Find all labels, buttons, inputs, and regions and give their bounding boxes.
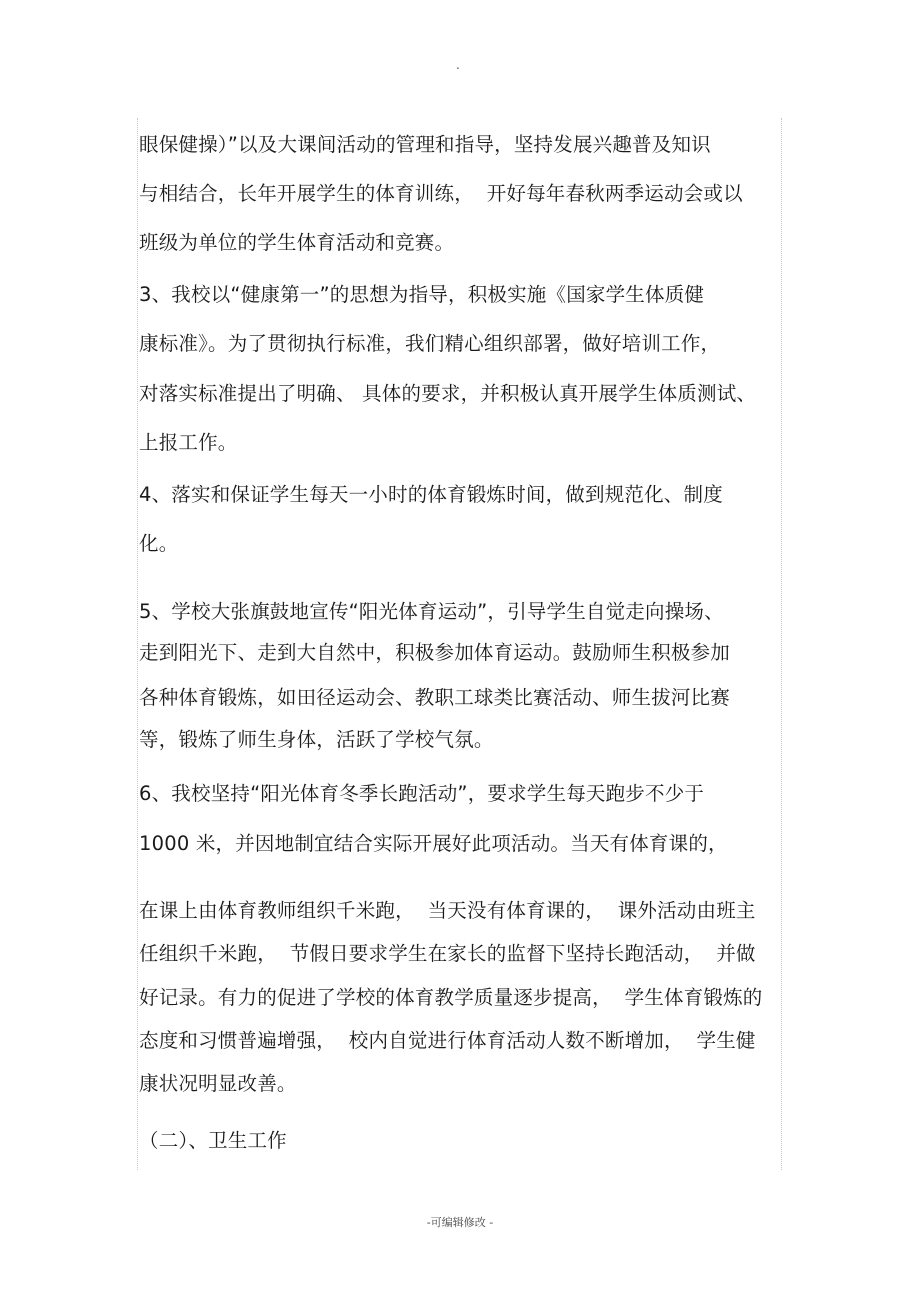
header-mark: . — [456, 58, 460, 72]
page-frame-left — [137, 118, 138, 1170]
text-line: 对落实标准提出了明确、 具体的要求，并积极认真开展学生体质测试、 — [139, 382, 757, 405]
text-line: 任组织千米跑， 节假日要求学生在家长的监督下坚持长跑活动， 并做 — [139, 942, 756, 965]
text-line: 6、我校坚持“阳光体育冬季长跑活动”，要求学生每天跑步不少于 — [139, 782, 705, 805]
text-line: 态度和习惯普遍增强， 校内自觉进行体育活动人数不断增加， 学生健 — [139, 1029, 756, 1052]
page-frame-right — [781, 118, 782, 1170]
text-line: 班级为单位的学生体育活动和竞赛。 — [139, 231, 455, 254]
text-line: 等，锻炼了师生身体，活跃了学校气氛。 — [139, 728, 494, 751]
text-line: 化。 — [139, 532, 179, 555]
text-line: 5、学校大张旗鼓地宣传“阳光体育运动”，引导学生自觉走向操场、 — [139, 600, 724, 623]
text-line: 眼保健操）”以及大课间活动的管理和指导，坚持发展兴趣普及知识 — [139, 133, 711, 156]
text-line: 4、落实和保证学生每天一小时的体育锻炼时间，做到规范化、制度 — [139, 483, 723, 506]
text-line: 走到阳光下、走到大自然中，积极参加体育运动。鼓励师生积极参加 — [139, 641, 731, 664]
text-line: 1000 米，并因地制宜结合实际开展好此项活动。当天有体育课的， — [139, 832, 728, 855]
text-line: 在课上由体育教师组织千米跑， 当天没有体育课的， 课外活动由班主 — [139, 899, 756, 922]
text-line: 康状况明显改善。 — [139, 1072, 297, 1095]
text-line: 康标准》。为了贯彻执行标准，我们精心组织部署，做好培训工作， — [139, 332, 721, 355]
text-line: 上报工作。 — [139, 431, 238, 454]
section-heading: （二）、卫生工作 — [139, 1129, 287, 1152]
text-line: 与相结合，长年开展学生的体育训练， 开好每年春秋两季运动会或以 — [139, 182, 743, 205]
text-line: 各种体育锻炼，如田径运动会、教职工球类比赛活动、师生拔河比赛 — [139, 686, 731, 709]
page-footer: -可编辑修改 - — [426, 1216, 494, 1229]
text-line: 3、我校以“健康第一”的思想为指导，积极实施《国家学生体质健 — [139, 283, 705, 306]
text-line: 好记录。有力的促进了学校的体育教学质量逐步提高， 学生体育锻炼的 — [139, 986, 763, 1009]
